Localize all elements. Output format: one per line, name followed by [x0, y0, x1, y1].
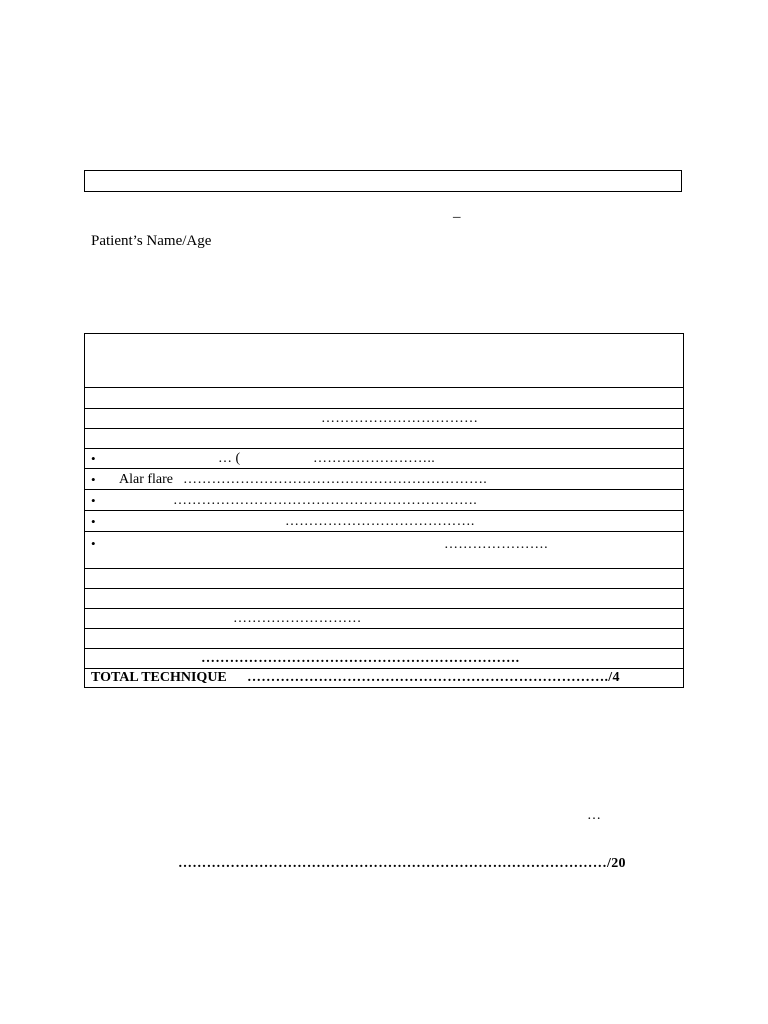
- table-row-bullet: [85, 532, 683, 569]
- fill-dots: ………………………………………………………….: [201, 651, 520, 666]
- fill-dots: ………………….: [444, 537, 548, 552]
- fill-dots: ………………………………….: [285, 514, 475, 529]
- table-row: [85, 589, 683, 609]
- ellipsis-mark: …: [587, 808, 601, 823]
- assessment-table: [84, 333, 684, 688]
- patient-name-age-label: Patient’s Name/Age: [91, 233, 212, 249]
- table-row-bullet: [85, 469, 683, 490]
- bullet-text: … (: [218, 451, 241, 466]
- bullet-icon: •: [91, 472, 96, 487]
- bullet-icon: •: [91, 514, 96, 529]
- alar-flare-label: Alar flare: [119, 472, 174, 487]
- table-row-header: [85, 334, 683, 388]
- table-row: [85, 609, 683, 629]
- table-row-total: [85, 669, 683, 688]
- total-score-line: ………………………………………………………………………………/20: [178, 856, 626, 871]
- dash-mark: –: [453, 209, 461, 225]
- bullet-icon: •: [91, 536, 96, 551]
- bullet-icon: •: [91, 451, 96, 466]
- fill-dots: ……………………..: [313, 451, 435, 466]
- table-row: [85, 429, 683, 449]
- fill-dots: ……………………………………………………….: [183, 472, 488, 487]
- table-row: [85, 649, 683, 669]
- total-technique-score: …………………………………………………………………./4: [247, 670, 620, 685]
- fill-dots: ……………………………: [321, 411, 479, 426]
- fill-dots: ……………………………………………………….: [173, 493, 478, 508]
- table-row: [85, 569, 683, 589]
- total-technique-label: TOTAL TECHNIQUE: [91, 670, 227, 685]
- table-row-bullet: [85, 511, 683, 532]
- table-row-bullet: [85, 490, 683, 511]
- bullet-icon: •: [91, 493, 96, 508]
- fill-dots: ………………………: [233, 611, 362, 626]
- table-row: [85, 388, 683, 409]
- header-box: [84, 170, 682, 192]
- table-row-bullet: [85, 449, 683, 469]
- table-row: [85, 409, 683, 429]
- table-row: [85, 629, 683, 649]
